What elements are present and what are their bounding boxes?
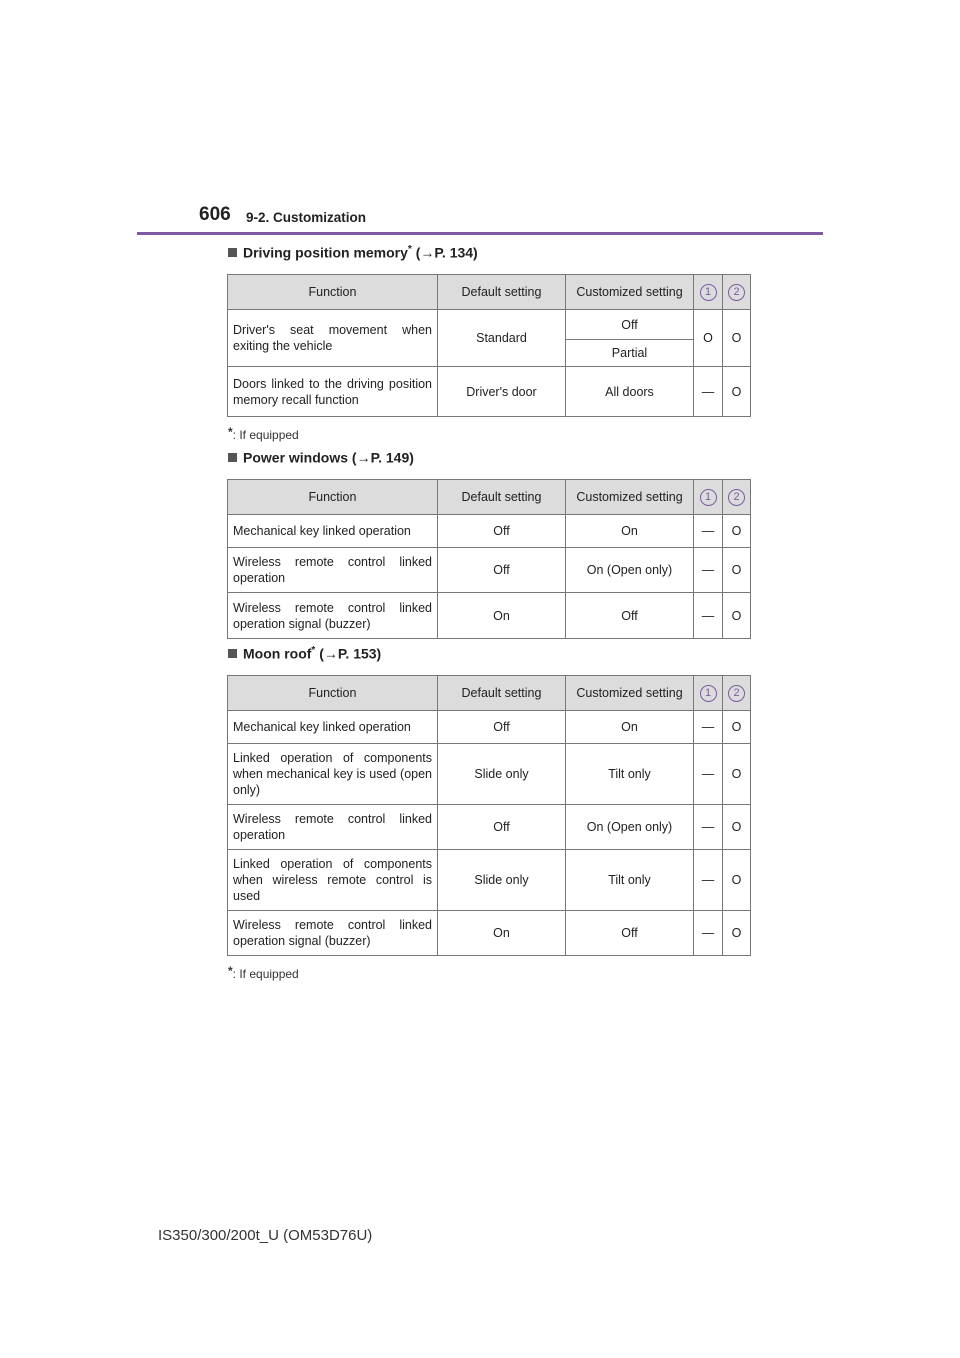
circled-1-icon: 1 [700,284,717,301]
custom-cell: Off [566,310,694,340]
default-cell: Off [438,515,566,548]
mark-cell: — [694,744,723,805]
footer-model-code: IS350/300/200t_U (OM53D76U) [158,1227,373,1244]
footnote-if-equipped: *: If equipped [228,425,299,442]
mark-cell: — [694,850,723,911]
footnote-if-equipped: *: If equipped [228,964,299,981]
custom-cell: On (Open only) [566,805,694,850]
col-customized-setting: Customized setting [566,676,694,711]
header-rule [137,232,823,235]
table-row [228,850,751,911]
chapter-title: 9-2. Customization [246,210,367,225]
mark-cell: O [694,310,723,367]
mark-cell: O [723,367,751,417]
default-cell: Driver's door [438,367,566,417]
default-cell: Off [438,711,566,744]
table-moon-roof [227,675,751,956]
custom-cell: All doors [566,367,694,417]
custom-cell: On [566,515,694,548]
col-function: Function [228,676,438,711]
circled-2-icon: 2 [728,489,745,506]
col-default-setting: Default setting [438,480,566,515]
mark-cell: O [723,515,751,548]
mark-cell: — [694,593,723,639]
table-header-row [228,480,751,515]
default-cell: On [438,911,566,956]
square-bullet-icon [228,453,237,462]
col-function: Function [228,480,438,515]
mark-cell: — [694,805,723,850]
function-cell: Doors linked to the driving position memory recall function [228,367,438,417]
table-row [228,711,751,744]
mark-cell: O [723,850,751,911]
custom-cell: Off [566,911,694,956]
default-cell: Off [438,805,566,850]
section-heading-driving-position-memory: Driving position memory* (→P. 134) [228,244,478,261]
custom-cell: Tilt only [566,744,694,805]
table-row [228,367,751,417]
mark-cell: — [694,711,723,744]
table-row [228,744,751,805]
table-header-row [228,275,751,310]
default-cell: Off [438,548,566,593]
mark-cell: O [723,711,751,744]
function-cell: Mechanical key linked operation [228,515,438,548]
table-row [228,911,751,956]
mark-cell: — [694,367,723,417]
custom-cell: Partial [566,340,694,367]
mark-cell: O [723,548,751,593]
default-cell: Slide only [438,744,566,805]
function-cell: Wireless remote control linked operation [228,548,438,593]
custom-cell: Off [566,593,694,639]
custom-cell: On [566,711,694,744]
col-customized-setting: Customized setting [566,275,694,310]
function-cell: Wireless remote control linked operation signal (buzzer) [228,911,438,956]
function-cell: Mechanical key linked operation [228,711,438,744]
mark-cell: O [723,805,751,850]
custom-cell: On (Open only) [566,548,694,593]
section-heading-power-windows: Power windows (→P. 149) [228,449,414,466]
col-function: Function [228,275,438,310]
circled-1-icon: 1 [700,685,717,702]
col-default-setting: Default setting [438,275,566,310]
mark-cell: O [723,310,751,367]
default-cell: Standard [438,310,566,367]
mark-cell: — [694,911,723,956]
square-bullet-icon [228,649,237,658]
mark-cell: — [694,515,723,548]
mark-cell: O [723,593,751,639]
mark-cell: — [694,548,723,593]
table-driving-position-memory [227,274,751,417]
col-customized-setting: Customized setting [566,480,694,515]
table-row [228,805,751,850]
mark-cell: O [723,744,751,805]
function-cell: Wireless remote control linked operation signal (buzzer) [228,593,438,639]
section-heading-moon-roof: Moon roof* (→P. 153) [228,645,381,662]
function-cell: Driver's seat movement when exiting the vehicle [228,310,438,367]
circled-2-icon: 2 [728,284,745,301]
square-bullet-icon [228,248,237,257]
function-cell: Linked operation of components when mechanical key is used (open only) [228,744,438,805]
table-header-row [228,676,751,711]
circled-1-icon: 1 [700,489,717,506]
custom-cell: Tilt only [566,850,694,911]
table-row [228,548,751,593]
function-cell: Linked operation of components when wireless remote control is used [228,850,438,911]
col-default-setting: Default setting [438,676,566,711]
page-number: 606 [199,204,231,225]
table-row [228,310,751,340]
table-row [228,515,751,548]
table-row [228,593,751,639]
circled-2-icon: 2 [728,685,745,702]
function-cell: Wireless remote control linked operation [228,805,438,850]
table-power-windows [227,479,751,639]
mark-cell: O [723,911,751,956]
default-cell: On [438,593,566,639]
default-cell: Slide only [438,850,566,911]
